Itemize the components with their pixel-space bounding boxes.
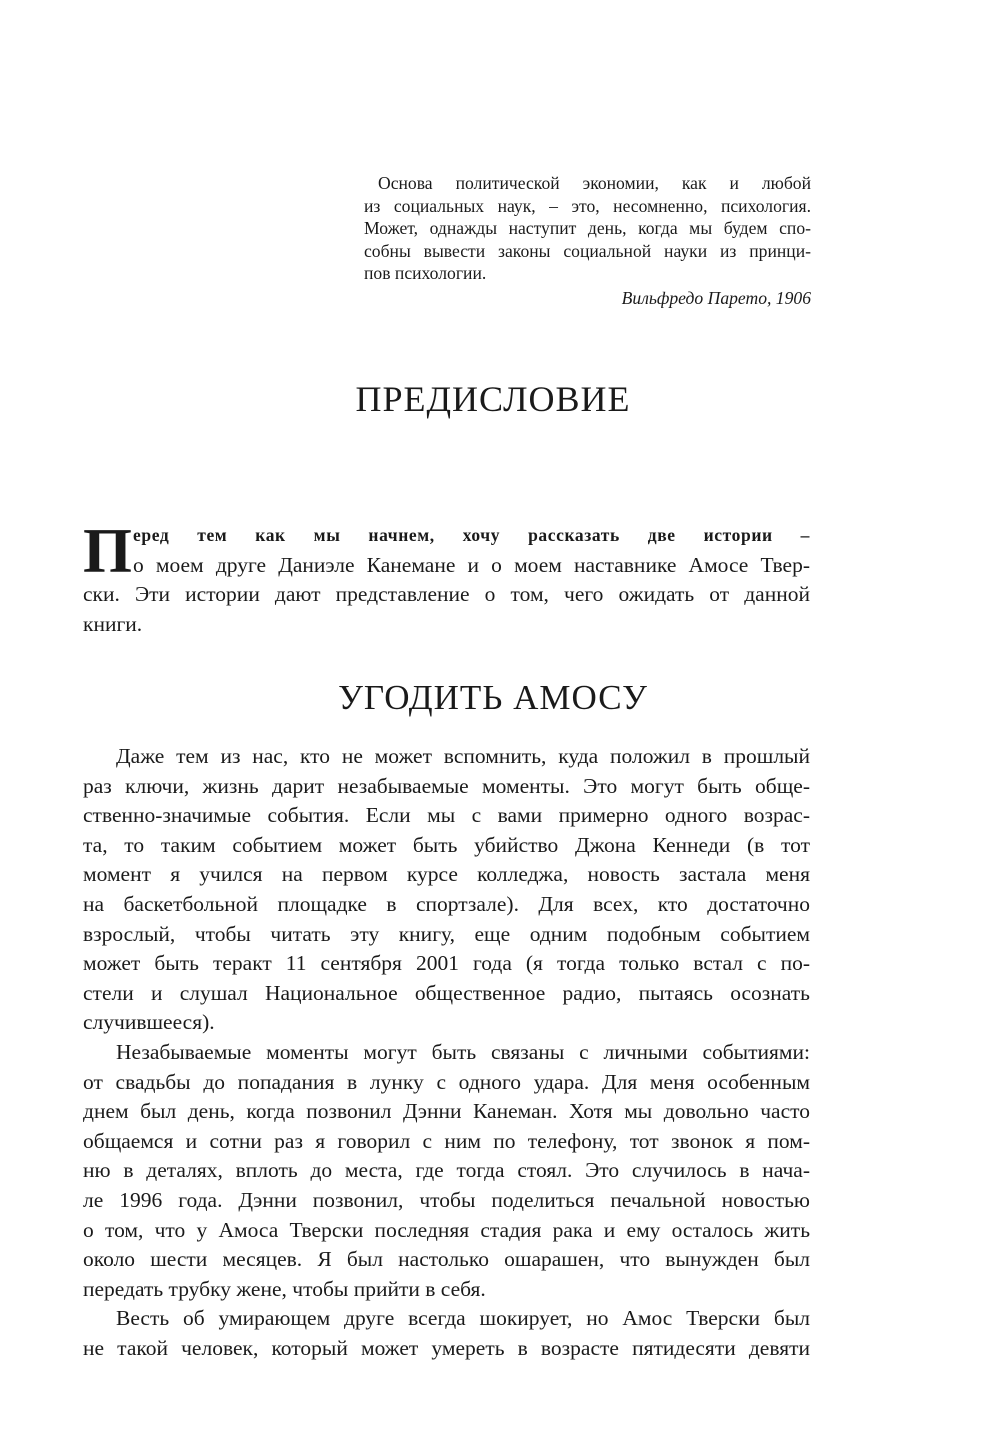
body-line: может быть теракт 11 сентября 2001 года (я тогда только встал с по- bbox=[83, 951, 810, 976]
intro-line: книги. bbox=[83, 611, 143, 636]
epigraph-line: из социальных наук, – это, несомненно, психология. bbox=[364, 195, 811, 216]
body-line: днем был день, когда позвонил Дэнни Канеман. Хотя мы довольно часто bbox=[83, 1099, 810, 1124]
intro-line bbox=[83, 520, 810, 551]
epigraph-line: Может, однажды наступит день, когда мы будем спо- bbox=[364, 218, 811, 239]
body-line: о том, что у Амоса Тверски последняя стадия рака и ему осталось жить bbox=[83, 1217, 810, 1242]
body-line: раз ключи, жизнь дарит незабываемые моменты. Это могут быть обще- bbox=[83, 773, 810, 798]
epigraph-attribution: Вильфредо Парето, 1906 bbox=[621, 287, 811, 308]
epigraph-line: пов психологии. bbox=[364, 263, 487, 284]
intro-line: о моем друге Даниэле Канемане и о моем наставнике Амосе Твер- bbox=[133, 552, 810, 577]
body-line: от свадьбы до попадания в лунку с одного удара. Для меня особенным bbox=[83, 1069, 810, 1094]
drop-cap: П bbox=[83, 516, 133, 586]
paragraph bbox=[83, 742, 810, 1038]
paragraph bbox=[83, 1038, 810, 1304]
body-line: ню в деталях, вплоть до места, где тогда стоял. Это случилось в нача- bbox=[83, 1158, 810, 1183]
body-line: около шести месяцев. Я был настолько ошарашен, что вынужден был bbox=[83, 1247, 810, 1272]
body-line: Весть об умирающем друге всегда шокирует, но Амос Тверски был bbox=[116, 1306, 810, 1331]
body-line: случившееся). bbox=[83, 1010, 215, 1035]
section-title: УГОДИТЬ АМОСУ bbox=[338, 678, 648, 717]
body-line: передать трубку жене, чтобы прийти в себя. bbox=[83, 1276, 486, 1301]
body-line: на баскетбольной площадке в спортзале). Для всех, кто достаточно bbox=[83, 891, 810, 916]
intro-paragraph bbox=[83, 516, 810, 639]
body-line: ственно-значимые события. Если мы с вами примерно одного возрас- bbox=[83, 803, 810, 828]
body-line: Незабываемые моменты могут быть связаны с личными событиями: bbox=[116, 1039, 810, 1064]
epigraph bbox=[364, 172, 811, 310]
intro-lead-smallcaps: еред тем как мы начнем, хочу рассказать две истории – bbox=[133, 525, 810, 545]
body-line: общаемся и сотни раз я говорил с ним по телефону, тот звонок я пом- bbox=[83, 1128, 810, 1153]
paragraph bbox=[83, 1304, 810, 1363]
epigraph-line: собны вывести законы социальной науки из принци- bbox=[364, 240, 811, 261]
chapter-title: ПРЕДИСЛОВИЕ bbox=[355, 379, 631, 419]
body-line: Даже тем из нас, кто не может вспомнить, куда положил в прошлый bbox=[116, 744, 810, 768]
body-line: момент я учился на первом курсе колледжа, новость застала меня bbox=[83, 862, 810, 887]
body-line: ле 1996 года. Дэнни позвонил, чтобы поделиться печальной новостью bbox=[83, 1187, 810, 1212]
body-line: стели и слушал Национальное общественное радио, пытаясь осознать bbox=[83, 980, 810, 1005]
body-line: не такой человек, который может умереть в возрасте пятидесяти девяти bbox=[83, 1335, 810, 1360]
body-line: взрослый, чтобы читать эту книгу, еще одним подобным событием bbox=[83, 921, 810, 946]
epigraph-line: Основа политической экономии, как и любой bbox=[378, 173, 811, 193]
intro-line: ски. Эти истории дают представление о том, чего ожидать от данной bbox=[83, 582, 810, 607]
body-text bbox=[83, 742, 810, 1363]
body-line: та, то таким событием может быть убийство Джона Кеннеди (в тот bbox=[83, 832, 810, 857]
